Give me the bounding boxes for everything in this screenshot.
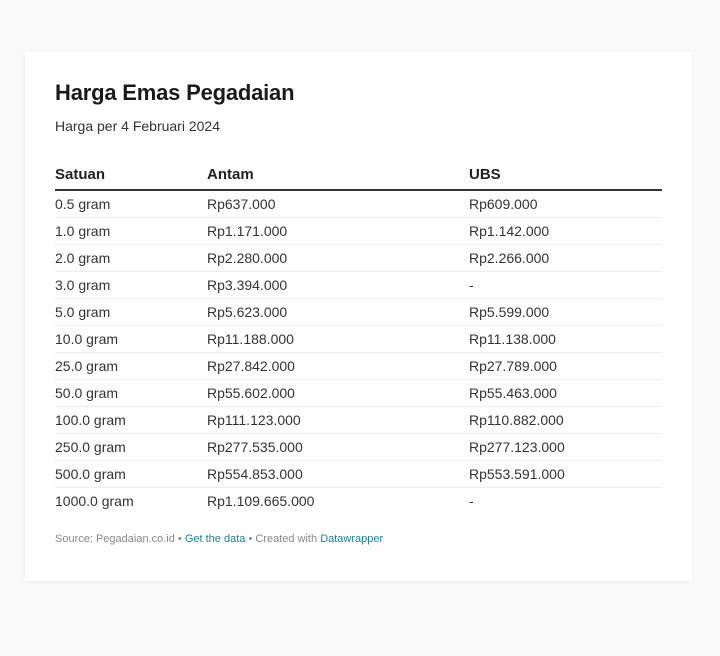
table-row bbox=[55, 326, 662, 353]
cell-ubs: Rp609.000 bbox=[469, 190, 662, 218]
cell-satuan: 100.0 gram bbox=[55, 407, 207, 434]
datawrapper-link[interactable]: Datawrapper bbox=[320, 533, 384, 545]
cell-ubs: Rp11.138.000 bbox=[469, 326, 662, 353]
cell-antam: Rp277.535.000 bbox=[207, 434, 469, 461]
cell-ubs: Rp55.463.000 bbox=[469, 380, 662, 407]
table-row bbox=[55, 353, 662, 380]
chart-card bbox=[25, 52, 692, 581]
cell-satuan: 3.0 gram bbox=[55, 272, 207, 299]
chart-footer bbox=[55, 533, 383, 545]
cell-ubs: Rp110.882.000 bbox=[469, 407, 662, 434]
cell-satuan: 1.0 gram bbox=[55, 218, 207, 245]
table-row bbox=[55, 299, 662, 326]
price-table bbox=[55, 159, 662, 514]
cell-antam: Rp637.000 bbox=[207, 190, 469, 218]
cell-satuan: 0.5 gram bbox=[55, 190, 207, 218]
cell-antam: Rp1.109.665.000 bbox=[207, 493, 315, 509]
cell-ubs: Rp2.266.000 bbox=[469, 245, 662, 272]
cell-antam: Rp554.853.000 bbox=[207, 461, 469, 488]
table-row bbox=[55, 380, 662, 407]
table-row bbox=[55, 461, 662, 488]
table-row bbox=[55, 218, 662, 245]
source-text: Source: Pegadaian.co.id bbox=[55, 533, 175, 545]
cell-satuan: 5.0 gram bbox=[55, 299, 207, 326]
table-row bbox=[55, 190, 662, 218]
column-header-ubs[interactable]: UBS bbox=[469, 159, 662, 190]
table-row bbox=[55, 488, 662, 515]
get-data-link[interactable]: Get the data bbox=[184, 533, 246, 545]
cell-antam: Rp3.394.000 bbox=[207, 272, 469, 299]
chart-subtitle: Harga per 4 Februari 2024 bbox=[55, 118, 220, 134]
cell-ubs: Rp277.123.000 bbox=[469, 434, 662, 461]
chart-title: Harga Emas Pegadaian bbox=[55, 80, 295, 105]
cell-ubs: Rp553.591.000 bbox=[469, 461, 662, 488]
table-row bbox=[55, 245, 662, 272]
cell-satuan: 500.0 gram bbox=[55, 461, 207, 488]
cell-antam: Rp111.123.000 bbox=[207, 407, 469, 434]
cell-antam: Rp55.602.000 bbox=[207, 380, 469, 407]
table-row bbox=[55, 434, 662, 461]
column-header-antam[interactable]: Antam bbox=[207, 159, 469, 190]
footer-separator: • bbox=[174, 533, 185, 545]
cell-satuan: 2.0 gram bbox=[55, 245, 207, 272]
cell-ubs: - bbox=[469, 493, 474, 509]
cell-ubs: Rp5.599.000 bbox=[469, 299, 662, 326]
table-row bbox=[55, 407, 662, 434]
cell-satuan: 25.0 gram bbox=[55, 353, 207, 380]
cell-antam: Rp11.188.000 bbox=[207, 326, 469, 353]
cell-satuan: 10.0 gram bbox=[55, 326, 207, 353]
cell-antam: Rp27.842.000 bbox=[207, 353, 469, 380]
cell-ubs: Rp1.142.000 bbox=[469, 218, 662, 245]
column-header-satuan[interactable]: Satuan bbox=[55, 159, 207, 190]
cell-satuan: 50.0 gram bbox=[55, 380, 207, 407]
cell-antam: Rp1.171.000 bbox=[207, 218, 469, 245]
table-row bbox=[55, 272, 662, 299]
cell-satuan: 250.0 gram bbox=[55, 434, 207, 461]
cell-ubs: Rp27.789.000 bbox=[469, 353, 662, 380]
footer-separator: • bbox=[245, 533, 256, 545]
cell-antam: Rp2.280.000 bbox=[207, 245, 469, 272]
table-body bbox=[55, 190, 662, 514]
cell-antam: Rp5.623.000 bbox=[207, 299, 469, 326]
table-header-row bbox=[55, 159, 662, 190]
cell-satuan: 1000.0 gram bbox=[55, 493, 134, 509]
created-with-text: Created with bbox=[255, 533, 318, 545]
cell-ubs: - bbox=[469, 272, 662, 299]
